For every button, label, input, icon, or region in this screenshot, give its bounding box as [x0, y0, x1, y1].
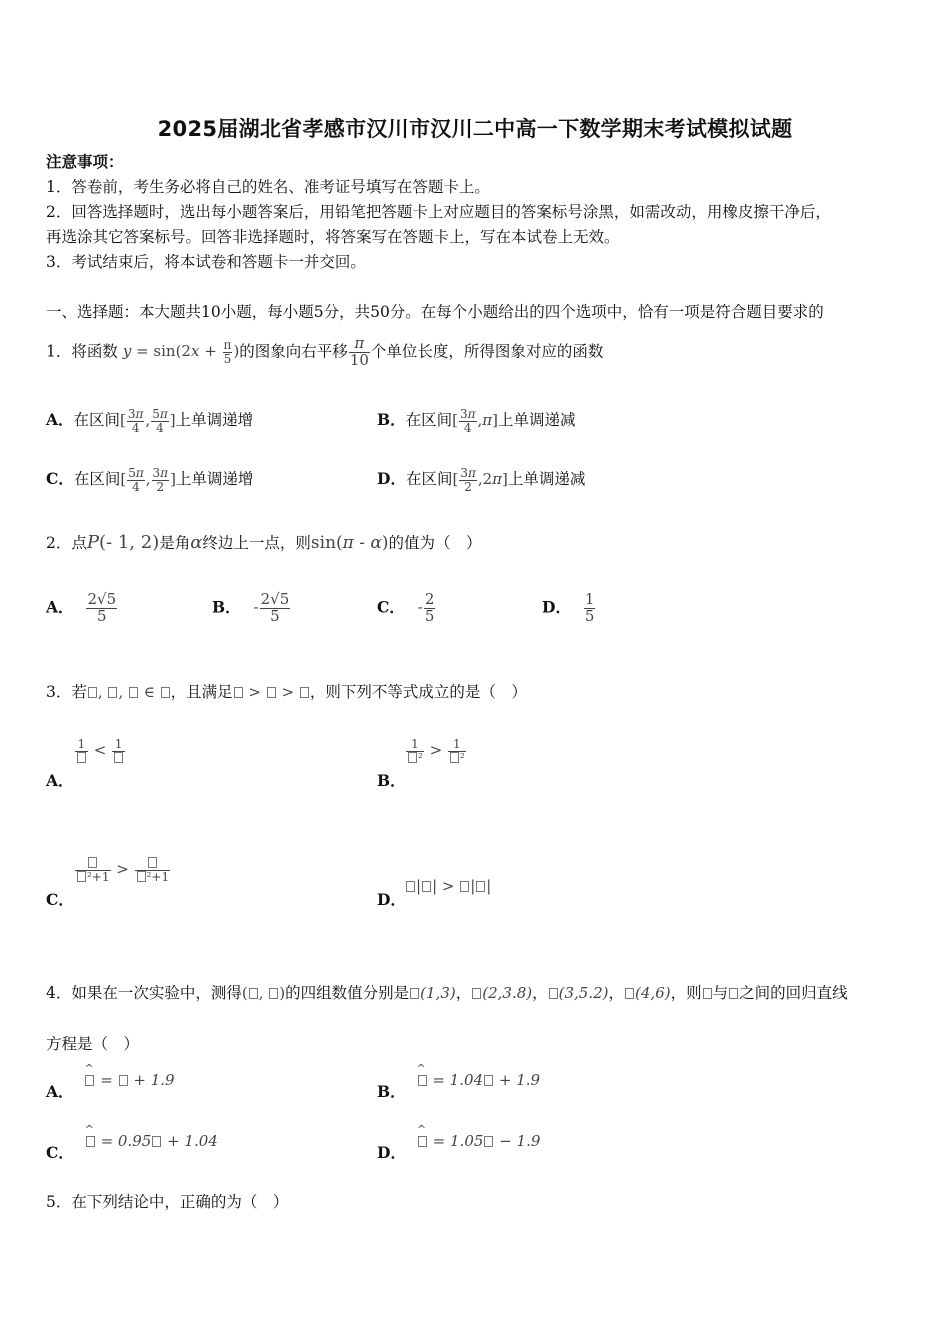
question-4: 4．如果在一次实验中，测得( , )的四组数值分别是 (1,3)， (2,3.8)， (3,5.2)， (4,6)，则 与 之间的回归直线: [46, 984, 848, 1002]
notice-item: 1．答卷前，考生务必将自己的姓名、准考证号填写在答题卡上。: [46, 178, 490, 196]
q3-option-c[interactable]: C．: [46, 890, 74, 909]
q3-option-a[interactable]: A．: [46, 771, 74, 790]
question-3: 3．若 , , ∈ ，且满足 > > ，则下列不等式成立的是（ ）: [46, 683, 527, 701]
q3-formula-a: 1 < 1: [74, 738, 126, 764]
q2-option-c[interactable]: C． - $\frac{2}{5}$: [377, 590, 435, 625]
q1-option-d[interactable]: D．在区间[ $\frac{3\pi}{2}$ ,2π]上单调递减: [377, 466, 586, 494]
q3-formula-c: ²+1 > ²+1: [74, 857, 171, 883]
q2-option-a[interactable]: A． $\frac{2√5}{5}$: [46, 590, 117, 625]
q4-option-d[interactable]: D． ^ = 1.05 − 1.9: [377, 1131, 540, 1151]
notice-item: 再选涂其它答案标号。回答非选择题时，将答案写在答题卡上，写在本试卷上无效。: [46, 228, 620, 246]
q3-formula-b: $\frac{1}{\text{²}}$ > $\frac{1}{\text{²}}$: [405, 738, 467, 764]
q4-option-c[interactable]: C． ^ = 0.95 + 1.04: [46, 1131, 218, 1151]
q2-option-d[interactable]: D． $\frac{1}{5}$: [542, 590, 595, 625]
q3-formula-d: | | > | |: [405, 876, 491, 896]
question-1: 1．将函数 y = sin(2x + $\frac{\pi}{5}$ )的图象向右平移 $\frac{\pi}{10}$ 个单位长度，所得图象对应的函数: [46, 334, 604, 369]
function-formula: y = sin(2x + $\frac{\pi}{5}$ ): [122, 338, 240, 366]
question-2: 2．点P(- 1, 2)是角α终边上一点，则sin(π - α)的值为（ ）: [46, 532, 482, 553]
notice-heading: 注意事项：: [46, 152, 124, 171]
q4-option-a[interactable]: A． ^ = + 1.9: [46, 1070, 175, 1090]
q1-option-b[interactable]: B．在区间[ $\frac{3\pi}{4}$ ,π]上单调递减: [377, 407, 576, 435]
section-heading: 一、选择题：本大题共10小题，每小题5分，共50分。在每个小题给出的四个选项中，恰有一项是符合题目要求的: [46, 303, 824, 321]
q3-option-b[interactable]: B．: [377, 771, 406, 790]
page-title: 2025届湖北省孝感市汉川市汉川二中高一下数学期末考试模拟试题: [157, 117, 793, 141]
q2-option-b[interactable]: B． - $\frac{2√5}{5}$: [212, 590, 290, 625]
question-4-cont: 方程是（ ）: [46, 1035, 140, 1053]
question-5: 5．在下列结论中，正确的为（ ）: [46, 1193, 289, 1211]
q1-option-a[interactable]: A．在区间[ $\frac{3\pi}{4}$ , $\frac{5\pi}{4}$ ]上单调递增: [46, 407, 254, 435]
q4-option-b[interactable]: B． ^ = 1.04 + 1.9: [377, 1070, 540, 1090]
shift-amount: $\frac{\pi}{10}$: [349, 334, 369, 369]
q3-option-d[interactable]: D．: [377, 890, 406, 909]
notice-item: 3．考试结束后，将本试卷和答题卡一并交回。: [46, 253, 366, 271]
notice-item: 2．回答选择题时，选出每小题答案后，用铅笔把答题卡上对应题目的答案标号涂黑，如需改动，用橡皮擦干净后，: [46, 203, 831, 221]
q1-option-c[interactable]: C．在区间[ $\frac{5\pi}{4}$ , $\frac{3\pi}{2}$ ]上单调递增: [46, 466, 254, 494]
